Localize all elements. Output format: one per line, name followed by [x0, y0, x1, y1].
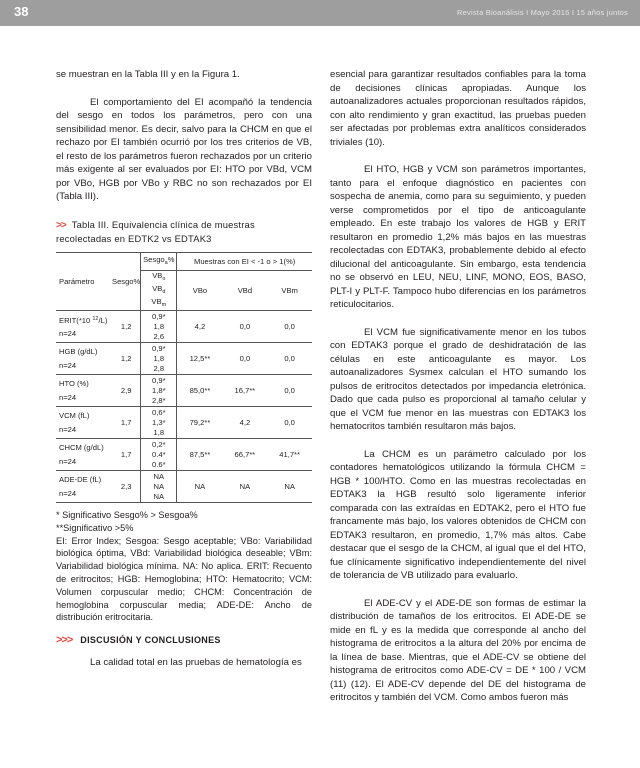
table-caption: >> Tabla III. Equivalencia clínica de muestras recolectadas en EDTK2 vs EDTAK3: [56, 218, 255, 244]
header-vbd: VBd: [237, 285, 253, 295]
chevron-icon: >>>: [56, 634, 73, 647]
section-heading: >>> DISCUSIÓN Y CONCLUSIONES: [56, 634, 221, 647]
journal-title: Revista Bioanálisis I Mayo 2016 I 15 años juntos: [457, 8, 628, 17]
paragraph: El ADE-CV y el ADE-DE son formas de estimar la distribución de tamaños de los eritrocitos. El ADE-DE se mide en fL y es la medida que corresponde al ancho del histograma de eritrocitos a la altura del 20% por encima de la línea de base. Mientras, que el ADE-CV se obtiene del histograma de eritrocitos como ADE-CV = DE * 100 / VCM (11) (12). El ADE-CV depende del DE del histograma de eritrocitos y también del VCM. Como ambos fueron más: [330, 597, 586, 703]
equivalence-table: [56, 252, 312, 504]
header-sesgo-a: Sesgo$_a$%: [141, 252, 177, 271]
header-sesgo: Sesgo%: [112, 252, 141, 311]
header-param: Parámetro: [56, 252, 112, 311]
paragraph: esencial para garantizar resultados confiables para la toma de decisiones clínicas apropiadas. Aunque los autoanalizadores actuales proporcionan resultados rápidos, con alto rendimiento y gran exactitud, las pruebas pueden ser afectadas por problemas extra analíticos considerados triviales (10).: [330, 69, 586, 148]
paragraph: El VCM fue significativamente menor en los tubos con EDTAK3 porque el grado de deshidratación de las células en este anticoagulante es mayor. Los autoanalizadores Sysmex calculan el HTO sumando los pulsos de eritrocitos detectados por impedancia eletrónica. Dado que cada pulso es proporcional al tamaño celular y que el VCM fue menor en las muestras con EDTAK3 los hematocritos también resultaron más bajos.: [330, 326, 586, 432]
paragraph: El comportamiento del EI acompañó la tendencia del sesgo en todos los parámetros, pero con una sensibilidad menor. Es decir, salvo para la CHCM en que el rechazo por EI también ocurrió por los tres criterios de VB, el resto de los parámetros fueron rechazados por un criterio más exigente al ser evaluados por EI: HTO por VBd, VCM por VBo, HGB por VBo y RBC no son rechazados por EI (Tabla III).: [56, 96, 312, 202]
table-row: HTO (%) n=24 2,9 0,9* 1,8* 2,8* 85,0** 16,7** 0,0: [56, 375, 312, 407]
paragraph: El HTO, HGB y VCM son parámetros importantes, tanto para el enfoque diagnóstico en pacientes con sospecha de anemia, como para su seguimiento, y pueden verse comprometidos por el tipo de anticoagulante empleado. En este trabajo los valores de HGB y ERIT resultaron en promedio 1,2% más bajos en las muestras recolectadas con EDTAK3, probablemente debido al efecto dilucional del anticoagulante. Sin embargo, esta tendencia no se observó en LEU, NEU, LINF, MONO, EOS, BASO, PLT-I y PLT-F. Tampoco hubo diferencias en los parámetros reticulocitarios.: [330, 164, 586, 310]
page-number: 38: [14, 4, 29, 19]
right-column: [330, 68, 586, 705]
note: **Significativo >5%: [56, 522, 134, 533]
table-row: ADE-DE (fL) n=24 2,3 NA NA NA NA NA NA: [56, 471, 312, 503]
paragraph: La CHCM es un parámetro calculado por los contadores hematológicos utilizando la fórmula CHCM = HGB * 100/HTO. Como en las muestras recolectadas en EDTAK3 la HGB resultó solo ligeramente inferior comparada con las extraídas en EDTAK2, pero el HTO fue francamente más bajo, los valores obtenidos de CHCM con EDTAK3 resultaron, en promedio, 1,7% más altos. Cabe destacar que el sesgo de la CHCM, al igual que el del HTO, fue clínicamente significativo independientemente del nivel de tolerancia de VB utilizado para evaluarlo.: [330, 448, 586, 581]
header-vbm: VBm: [281, 285, 298, 295]
header-muestras: Muestras con EI < -1 o > 1(%): [177, 252, 312, 271]
table-notes: [56, 509, 312, 624]
header-vb-levels: $VB_o$ $VB_d$ $VB_m$: [141, 271, 177, 311]
header-vbo: VBo: [177, 271, 223, 311]
note: * Significativo Sesgo% > Sesgoa%: [56, 510, 198, 520]
table-row: HGB (g/dL) n=24 1,2 0,9* 1,8 2,8 12,5** 0,0 0,0: [56, 343, 312, 375]
table-row: VCM (fL) n=24 1,7 0,6* 1,3* 1,8 79,2** 4,2 0,0: [56, 407, 312, 439]
paragraph: se muestran en la Tabla III y en la Figura 1.: [56, 69, 240, 80]
chevron-icon: >>: [56, 219, 66, 231]
page-header: [0, 0, 640, 26]
table-row: CHCM (g/dL) n=24 1,7 0,2* 0.4* 0.6* 87,5** 66,7** 41,7**: [56, 439, 312, 471]
note: EI: Error Index; Sesgoa: Sesgo aceptable; VBo: Variabilidad biológica óptima, VBd: Variabilidad biológica deseable; VBm: Variabilidad biológica mínima. NA: No aplica. ERIT: Recuento de eritrocitos; HGB: Hemoglobina; HTO: Hematocrito; VCM: Volumen corpuscular medio; CHCM: Concentración de hemoglobina corpuscular media; ADE-DE: Ancho de distribución eritrocitaria.: [56, 535, 312, 623]
left-column: [56, 68, 312, 669]
paragraph: La calidad total en las pruebas de hematología es: [90, 656, 302, 668]
table-row: ERIT(*10 $^{12}$/L) n=24 1,2 0,9* 1,8 2,6 4,2 0,0 0,0: [56, 311, 312, 343]
